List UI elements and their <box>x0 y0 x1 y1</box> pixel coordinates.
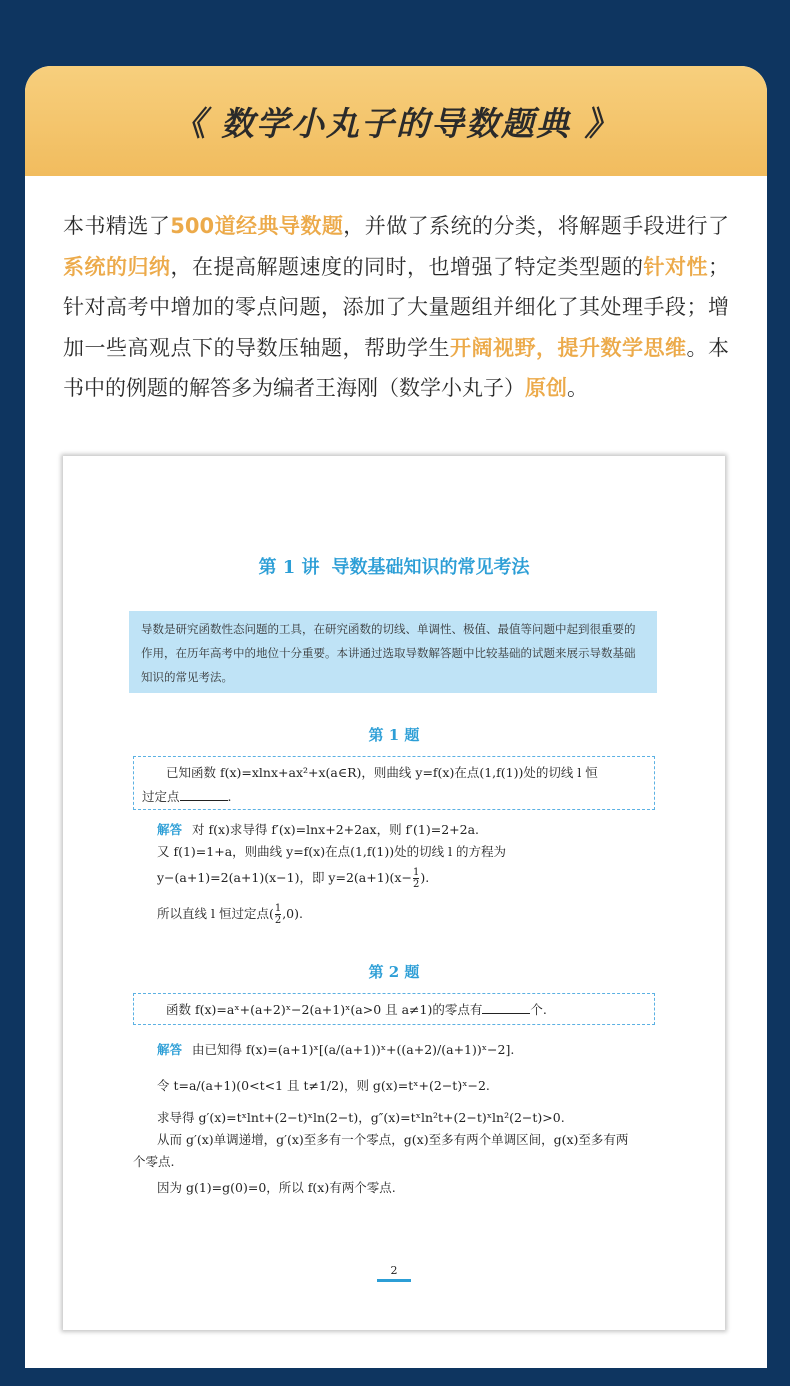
question-1-answer: 解答 对 f(x)求导得 f′(x)=lnx+2+2ax，则 f′(1)=2+2a. <box>157 822 480 837</box>
sample-page: 第 1 讲 导数基础知识的常见考法 导数是研究函数性态问题的工具，在研究函数的切线、单调性、极值、最值等问题中起到很重要的作用，在历年高考中的地位十分重要。本讲通过选取导数解答题中比较基础的试题来展示导数基础知识的常见考法。 第 1 题 已知函数 f(x)=xlnx+ax²+x(a∈R)，则曲线 y=f(x)在点(1,f(1))处的切线 l 恒 过定点 . 解答 对 f(x)求导得 f′(x)=lnx+2+2ax，则 f′(1)=2+2a. 又 f(1)=1+a，则曲线 y=f(x)在点(1,f(1))处的切线 l 的方程为 y−(a+1)=2(a+1)(x−1)，即 y=2(a+1)(x− $\frac{1}{2}$ ). 所以直线 l 恒过定点( $\frac{1}{2}$ ,0). 第 2 题 函数 f(x)=aˣ+(a+2)ˣ−2(a+1)ˣ(a>0 且 a≠1)的零点有 个. 解答 由已知得 f(x)=(a+1)ˣ[(a/(a+1))ˣ+((a+2)/(a+1))ˣ−2]. 令 t=a/(a+1)(0<t<1 且 t≠1/2)，则 g(x)=tˣ+(2−t)ˣ−2. 求导得 g′(x)=tˣlnt+(2−t)ˣln(2−t)，g″(x)=tˣln²t+(2−t)ˣln²(2−t)>0. 从而 g′(x)单调递增，g′(x)至多有一个零点，g(x)至多有两个单调区间，g(x)至多有两 个零点. 因为 g(1)=g(0)=0，所以 f(x)有两个零点. 2 <box>63 456 725 1330</box>
desc-text: 本书精选了 <box>63 214 171 238</box>
page-number-underline <box>377 1279 411 1282</box>
desc-text: 。 <box>567 376 588 400</box>
title-banner <box>25 66 767 176</box>
answer-blank <box>482 999 530 1014</box>
question-1-stem: 已知函数 f(x)=xlnx+ax²+x(a∈R)，则曲线 y=f(x)在点(1,f(1))处的切线 l 恒 过定点 . <box>133 756 655 810</box>
book-description <box>25 176 767 409</box>
desc-highlight: 系统的归纳 <box>63 254 171 279</box>
desc-highlight: 500道经典导数题 <box>170 214 344 238</box>
desc-text: ；针对高考中增加的零点问题，添加了大量题组并细化了其处理手段；增加一些高观点下的导数压轴题，帮助学生 <box>63 254 729 360</box>
desc-highlight: 原创 <box>525 376 567 400</box>
question-1-title: 第 1 题 <box>368 726 420 744</box>
desc-text: ，在提高解题速度的同时，也增强了特定类型题的 <box>170 254 644 279</box>
desc-text: ，并做了系统的分类，将解题手段进行了 <box>343 214 730 238</box>
lecture-title: 第 1 讲 导数基础知识的常见考法 <box>258 557 530 578</box>
question-2-answer: 解答 由已知得 f(x)=(a+1)ˣ[(a/(a+1))ˣ+((a+2)/(a+1))ˣ−2]. <box>157 1042 515 1057</box>
answer-blank <box>180 786 228 801</box>
desc-highlight: 开阔视野，提升数学思维 <box>450 335 687 360</box>
content-card <box>25 66 767 1368</box>
question-2-title: 第 2 题 <box>368 963 420 981</box>
desc-text: 。本书中的例题的解答多为编者王海刚（数学小丸子） <box>63 335 729 400</box>
lecture-intro-box: 导数是研究函数性态问题的工具，在研究函数的切线、单调性、极值、最值等问题中起到很重要的作用，在历年高考中的地位十分重要。本讲通过选取导数解答题中比较基础的试题来展示导数基础知识的常见考法。 <box>129 611 657 693</box>
book-title: 《 数学小丸子的导数题典 》 <box>172 103 620 143</box>
desc-highlight: 针对性 <box>643 254 708 279</box>
page-number: 2 <box>390 1264 398 1277</box>
question-2-stem: 函数 f(x)=aˣ+(a+2)ˣ−2(a+1)ˣ(a>0 且 a≠1)的零点有 个. <box>133 993 655 1025</box>
